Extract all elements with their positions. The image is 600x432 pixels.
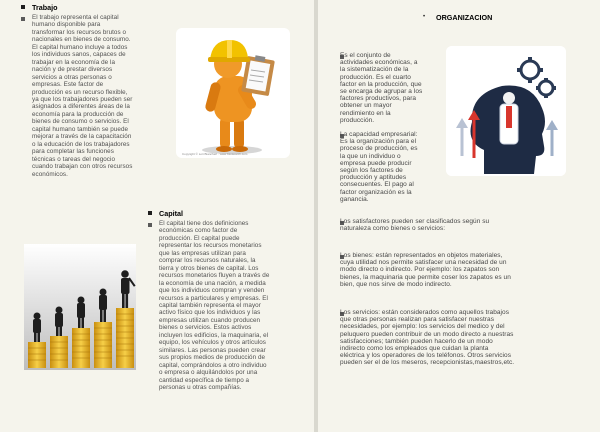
text-line: ya que los trabajadores pueden ser (32, 95, 133, 103)
text-line: recursos monetarios fluyen a través de (159, 272, 270, 280)
text-line: humano disponible para (32, 21, 101, 29)
trabajo-heading: Trabajo (32, 3, 58, 12)
text-line: modo directo o indirecto. Por ejemplo: los zapatos son (340, 266, 500, 274)
text-line: recursos a particulares y empresas. El (159, 294, 268, 302)
text-line: tierra y otros bienes de capital. Los (159, 264, 259, 272)
text-line: según los factores de (340, 167, 403, 175)
text-line: para completar las funciones (32, 148, 114, 156)
text-line: El capital tiene dos definiciones (159, 220, 249, 227)
text-line: la que un individuo o (340, 152, 401, 160)
text-line: necesidades, por ejemplo: los servicios del medico y del (340, 323, 505, 331)
text-line: similares. Las personas pueden crear (159, 346, 266, 354)
text-line: o la educación de los trabajadores (32, 140, 130, 148)
capital-paragraph (159, 220, 309, 391)
text-line: que otras personas realizan para satisfacer nuestras (340, 316, 494, 324)
capacidad-empresarial-paragraph (340, 131, 455, 203)
text-line: capital humano también se puede (32, 125, 129, 133)
text-line: los individuos sanos, capaces de (32, 51, 126, 59)
square-bullet-icon (148, 223, 152, 227)
organizacion-heading: ORGANIZACION (436, 13, 493, 22)
text-line: producción. Es el cuarto (340, 73, 411, 81)
text-line: Es la organización para el (340, 138, 417, 146)
capital-heading: Capital (159, 209, 183, 218)
text-line: El trabajo representa el capital (32, 14, 119, 21)
text-line: producción. (340, 116, 375, 124)
square-bullet-icon (21, 17, 25, 21)
text-line: producción. El capital puede (159, 234, 240, 242)
text-line: activo físico que los individuos y las (159, 309, 261, 317)
text-line: proceso de producción, es (340, 145, 418, 153)
text-line: ganancia. (340, 195, 369, 203)
text-line: bienes de consumo o servicios. El (32, 118, 129, 126)
text-line: que las empresas utilizan para (159, 249, 246, 257)
trabajo-paragraph (32, 14, 172, 178)
bienes-paragraph (340, 252, 595, 288)
square-bullet-icon (21, 5, 25, 9)
text-line: representar los recursos monetarios (159, 242, 262, 250)
satisfactores-paragraph (340, 218, 595, 232)
text-line: técnicas o tareas del negocio (32, 155, 116, 163)
square-bullet-icon (148, 211, 152, 215)
coins-svg (24, 244, 136, 370)
text-line: asignados a diferentes áreas de la (32, 103, 130, 111)
text-line: trabajar en la economía de la (32, 58, 116, 66)
text-line: Es el conjunto de (340, 52, 391, 59)
text-line: indirecto como los empleados que cuidan la planta (340, 345, 489, 353)
text-line: cuya utilidad nos permite satisfacer una necesidad de un (340, 259, 507, 267)
text-line: nacionales en bienes de consumo. (32, 36, 131, 44)
text-line: Los satisfactores pueden ser clasificados según su (340, 218, 490, 225)
text-line: empresa puede producir (340, 159, 412, 167)
text-line: actividades económicas, a (340, 59, 418, 67)
text-line: incluyen los edificios, la maquinaria, el (159, 331, 269, 339)
text-line: económicas como factor de (159, 227, 238, 235)
org-svg (446, 46, 566, 176)
text-line: economía para la producción de (32, 110, 124, 118)
image-caption: Copyright © Lori Biancheri · www.fotosearch.com (182, 152, 248, 156)
text-line: capital también representa el mayor (159, 301, 261, 309)
text-line: personas u otras compañías. (159, 383, 242, 391)
text-line: factores productivos, para (340, 95, 417, 103)
worker-svg (176, 28, 290, 158)
text-line: rendimiento en la (340, 109, 391, 117)
text-line: consecuentes. El pago al (340, 181, 414, 189)
text-line: Los bienes: están representados en objetos materiales, (340, 252, 503, 259)
text-line: factor organización es la (340, 188, 412, 196)
text-line: la economía de una nación, a medida (159, 279, 266, 287)
text-line: eléctrica y los operadores de los teléfonos. Otros servicios (340, 352, 511, 360)
text-line: o empresa o alquilándolos por una (159, 369, 258, 377)
text-line: cuando trabajan con otros recursos (32, 163, 133, 171)
text-line: económicos. (32, 170, 68, 178)
text-line: El capital humano incluye a todos (32, 43, 128, 51)
worker-clipboard-illustration (176, 28, 290, 158)
servicios-paragraph (340, 309, 595, 367)
text-line: sus propios medios de producción de (159, 354, 266, 362)
text-line: La capacidad empresarial: (340, 131, 418, 138)
text-line: pueden ser el de los meseros, recepcionistas,maestros,etc. (340, 359, 515, 367)
text-line: que los individuos compran y venden (159, 287, 265, 295)
text-line: bienes o servicios. Estos activos (159, 324, 252, 332)
text-line: capital, comprándolos a otro individuo (159, 361, 267, 369)
text-line: equipo, los vehículos y otros artículos (159, 339, 266, 347)
business-organization-illustration (446, 46, 566, 176)
text-line: se encarga de agrupar a los (340, 88, 423, 96)
text-line: empresas utilizan cuando producen (159, 316, 261, 324)
businessmen-on-coins-illustration (24, 244, 136, 370)
text-line: producción es un recurso flexible, (32, 88, 128, 96)
text-line: empresas. Este factor de (32, 81, 104, 89)
text-line: bienes, la maquinaria que permite coser los zapatos es un (340, 273, 511, 281)
text-line: la sistematización de la (340, 66, 409, 74)
text-line: peluquero pueden contribuir de un modo directo a nuestras (340, 330, 514, 338)
text-line: servicios a otras personas o (32, 73, 112, 81)
text-line: cantidad específica de tiempo a (159, 376, 250, 384)
text-line: Los servicios: están considerados como aquellos trabajos (340, 309, 509, 316)
text-line: obtener un mayor (340, 102, 392, 110)
organizacion-definition (340, 52, 455, 124)
dot-bullet-icon: • (423, 14, 426, 20)
text-line: mejorar a través de la capacitación (32, 133, 132, 141)
text-line: transformar los recursos brutos o (32, 28, 127, 36)
text-line: bien, que nos sirve de modo indirecto. (340, 280, 452, 288)
text-line: factor en la producción, que (340, 80, 422, 88)
text-line: satisfacciones; también pueden hacerlo de un modo (340, 337, 493, 345)
text-line: nación y de prestar diversos (32, 66, 113, 74)
text-line: producción y aptitudes (340, 174, 407, 182)
text-line: naturaleza como bienes o servicios: (340, 225, 446, 233)
text-line: comprar los recursos naturales, la (159, 257, 256, 265)
